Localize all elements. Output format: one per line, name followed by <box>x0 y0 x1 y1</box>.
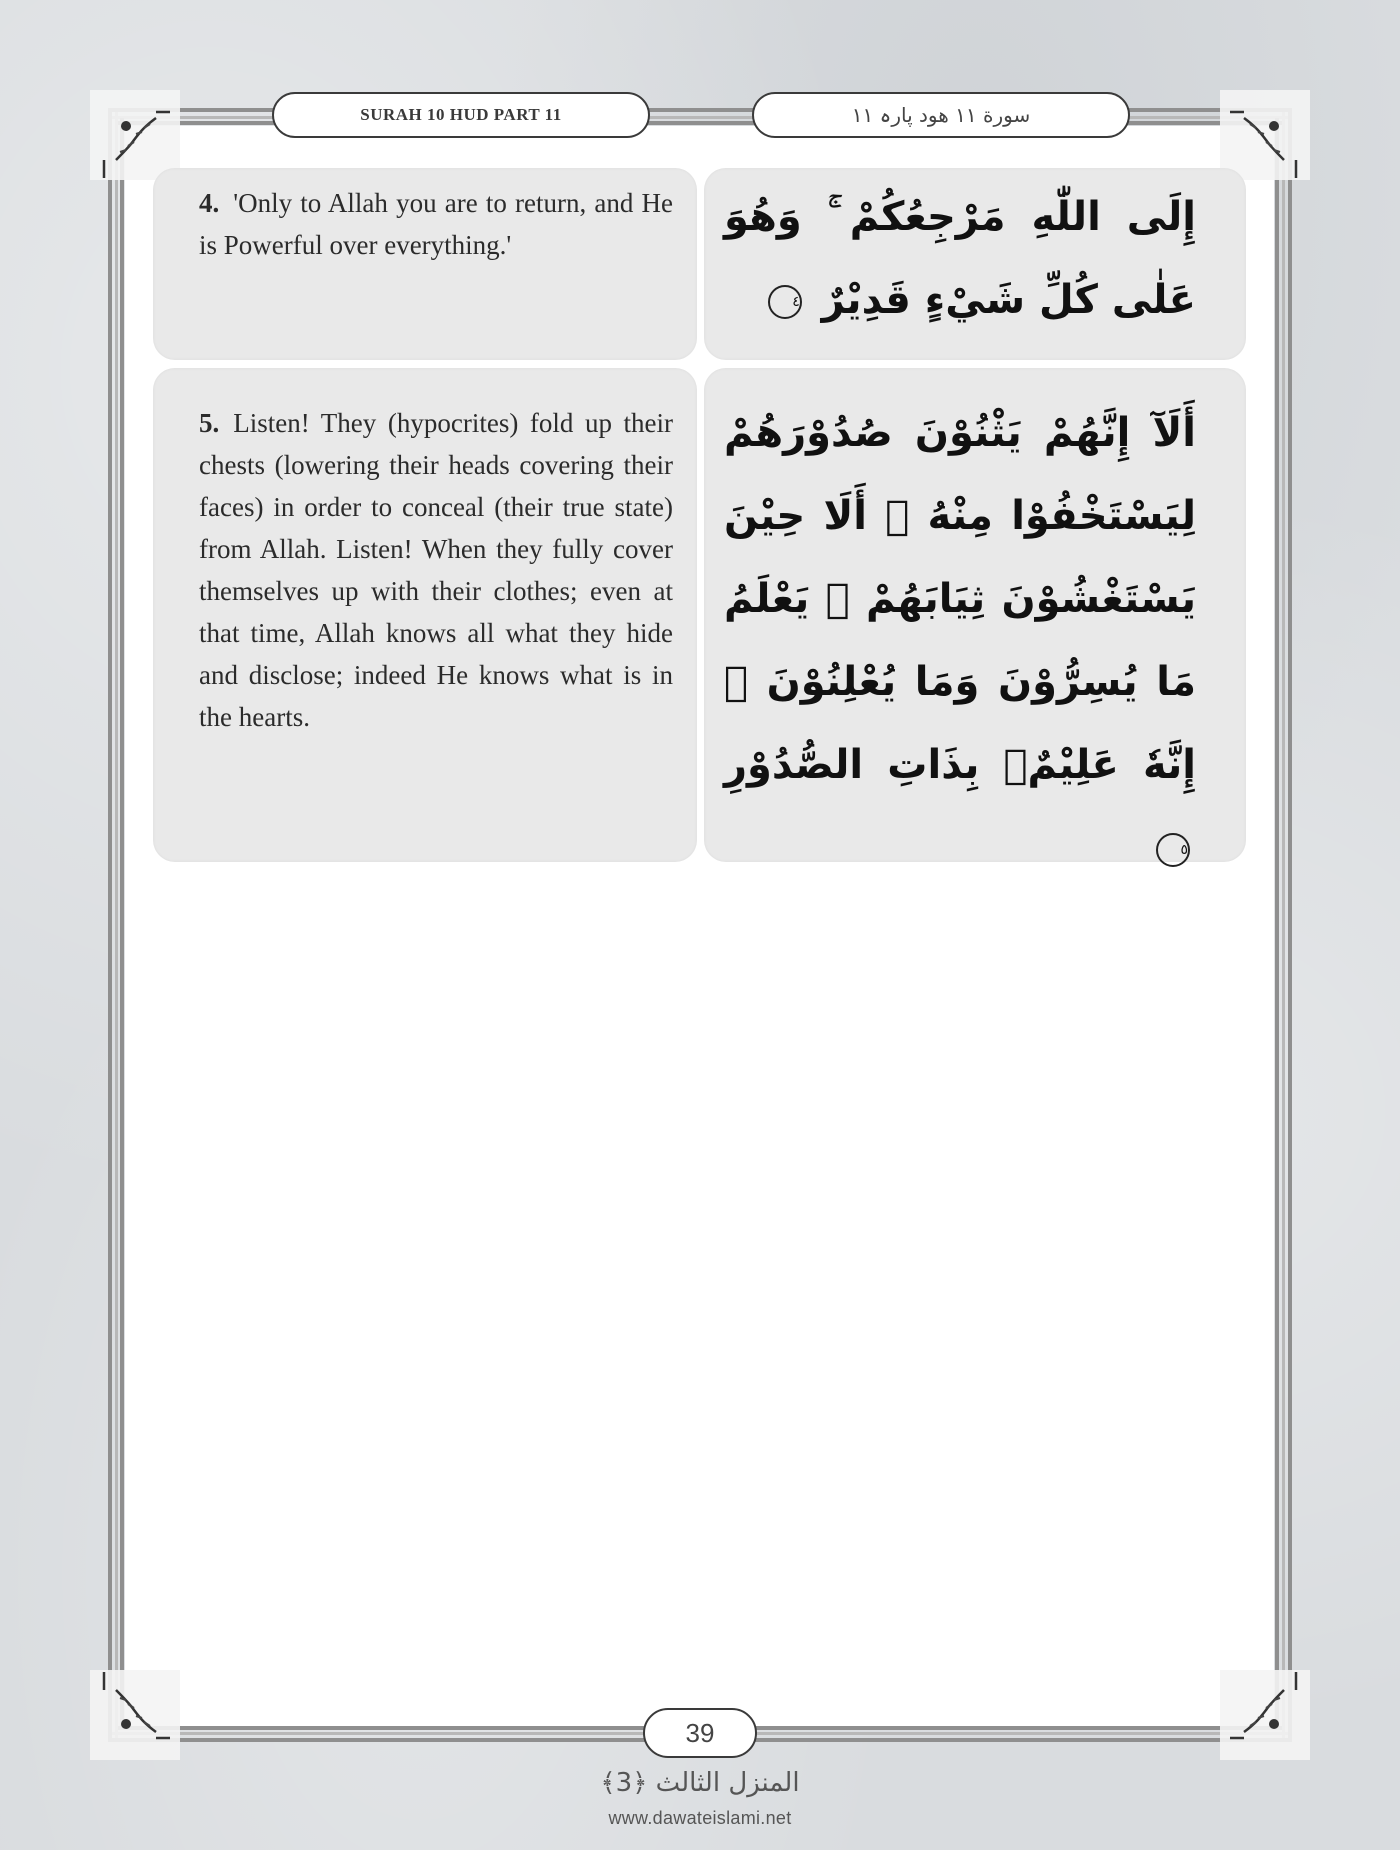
frame-left-inner2 <box>120 118 124 1730</box>
verse-5-translation-box <box>153 368 697 862</box>
page-number-pill <box>643 1708 757 1758</box>
surah-arabic-title: سورة ۱۱ هود پارہ ۱۱ <box>851 103 1031 127</box>
verse-arabic-text: إِلَى اللّٰهِ مَرْجِعُكُمْ ۚ وَهُوَ عَلٰى كُلِّ شَيْءٍ قَدِيْرٌ <box>724 194 1196 323</box>
verse-translation-text: 'Only to Allah you are to return, and He is Powerful over everything.' <box>199 188 673 260</box>
verse-translation <box>199 182 673 266</box>
verse-4-translation-box <box>153 168 697 360</box>
verse-translation-text: Listen! They (hypocrites) fold up their chests (lowering their heads covering their faces) in order to conceal (their true state) from Allah. Listen! When they fully cover themselves up with their clothes; even at that time, Allah knows all what they hide and disclose; indeed He knows what is in the hearts. <box>199 408 673 732</box>
frame-right-outer <box>1288 108 1292 1742</box>
ayah-end-marker-icon: ٥ <box>1156 833 1190 867</box>
header-arabic-title-pill <box>752 92 1130 138</box>
corner-ornament-top-left-icon <box>90 90 180 180</box>
manzil-label: المنزل الثالث ﴿3﴾ <box>600 1768 800 1798</box>
header-english-title-pill <box>272 92 650 138</box>
verse-4-arabic-box <box>704 168 1246 360</box>
frame-right-inner <box>1282 112 1285 1738</box>
corner-ornament-top-right-icon <box>1220 90 1310 180</box>
corner-ornament-bottom-left-icon <box>90 1670 180 1760</box>
ayah-end-marker-icon: ٤ <box>768 285 802 319</box>
verse-arabic-text: أَلَآ إِنَّهُمْ يَثْنُوْنَ صُدُوْرَهُمْ لِيَسْتَخْفُوْا مِنْهُ ۭ أَلَا حِيْنَ يَسْتَغْشُوْنَ ثِيَابَهُمْ ۙ يَعْلَمُ مَا يُسِرُّوْنَ وَمَا يُعْلِنُوْنَ ۚ إِنَّهٗ عَلِيْمٌۢ بِذَاتِ الصُّدُوْرِ <box>724 410 1196 788</box>
corner-ornament-bottom-right-icon <box>1220 1670 1310 1760</box>
surah-english-title: SURAH 10 HUD PART 11 <box>360 105 562 124</box>
verse-arabic <box>724 392 1196 890</box>
page-number: 39 <box>685 1717 715 1748</box>
verse-5-arabic-box <box>704 368 1246 862</box>
verse-number: 5. <box>199 408 220 438</box>
page-content-area <box>125 126 1274 1726</box>
frame-left-inner <box>115 112 118 1738</box>
frame-right-inner2 <box>1275 118 1279 1730</box>
verse-number: 4. <box>199 188 220 218</box>
verse-translation <box>199 402 673 738</box>
website-link[interactable]: www.dawateislami.net <box>608 1808 792 1828</box>
frame-left-outer <box>108 108 112 1742</box>
verse-arabic <box>724 176 1196 342</box>
